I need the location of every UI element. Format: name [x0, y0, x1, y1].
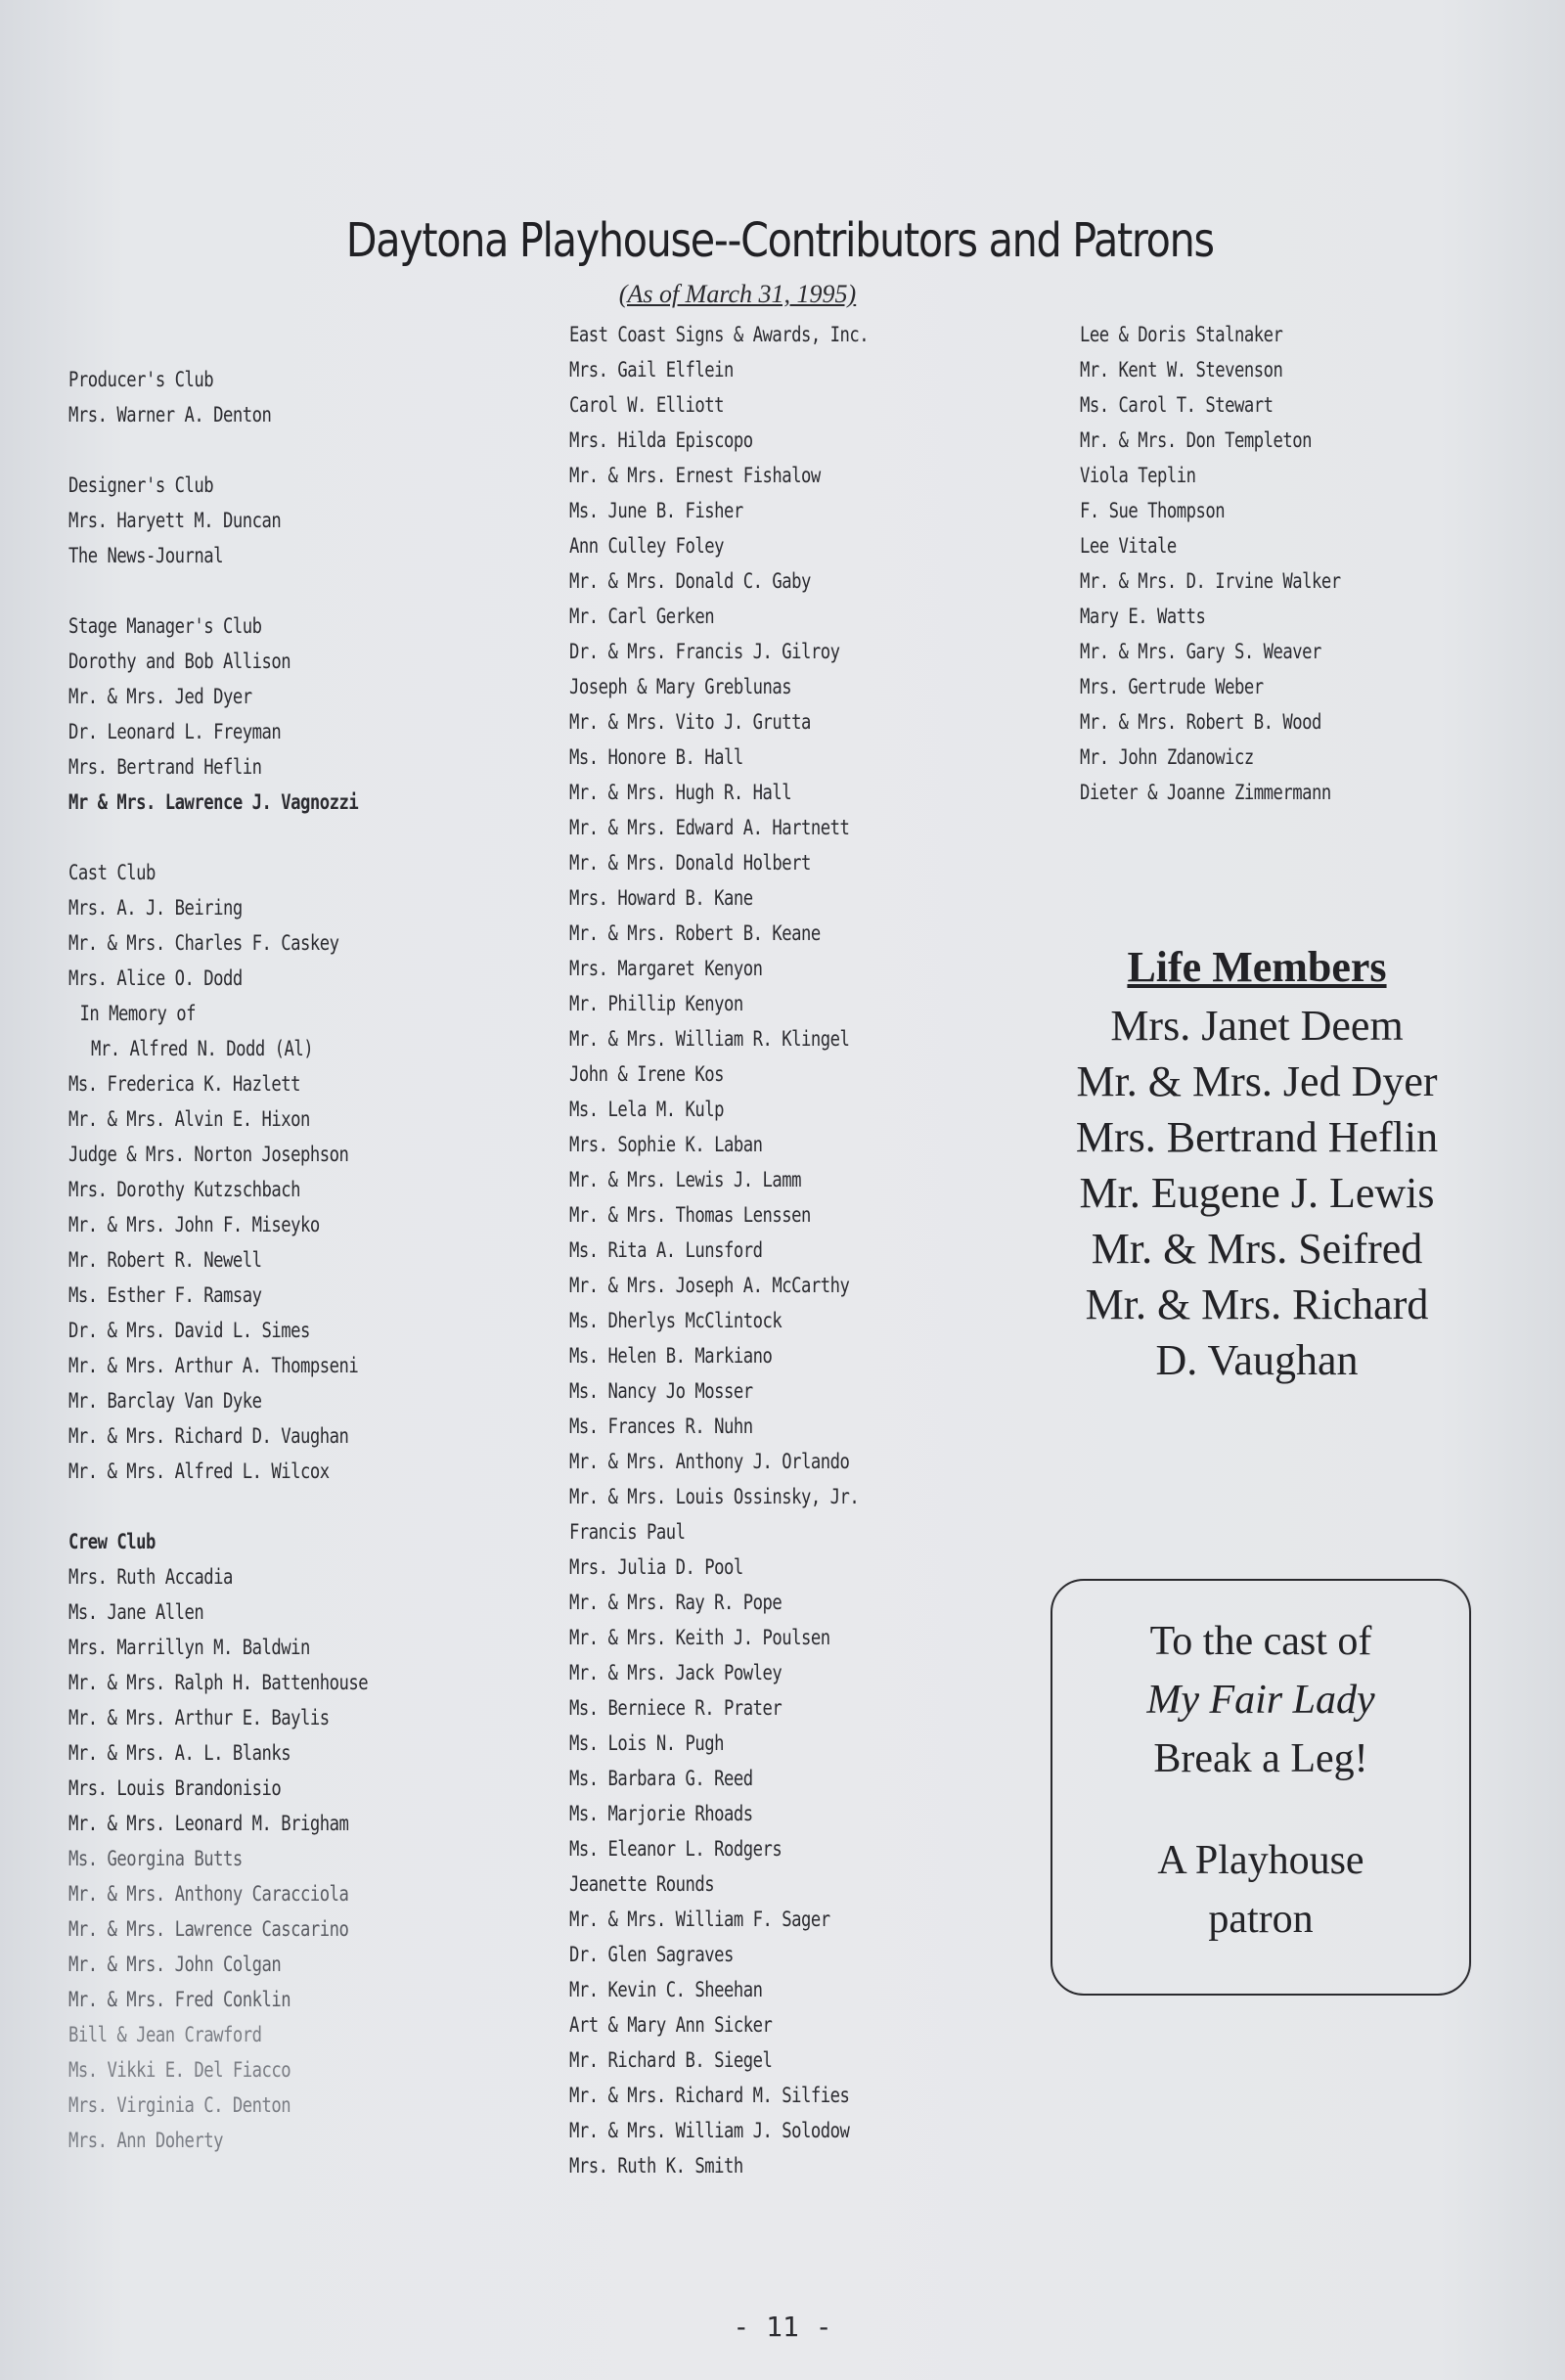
life-member-name: D. Vaughan — [1155, 1336, 1359, 1384]
page-subtitle-date: (As of March 31, 1995) — [618, 280, 857, 308]
club-heading: Producer's Club — [68, 368, 214, 391]
list-item: Mr. & Mrs. Hugh R. Hall — [569, 781, 792, 804]
life-member-name: Mr. & Mrs. Richard — [1085, 1280, 1429, 1328]
list-item: Mr. John Zdanowicz — [1080, 745, 1254, 769]
list-item: Mr. & Mrs. Anthony J. Orlando — [569, 1450, 850, 1473]
list-item: Mr. & Mrs. William R. Klingel — [569, 1027, 850, 1051]
list-item: Ms. Georgina Butts — [68, 1847, 243, 1870]
list-item: Mr. & Mrs. Robert B. Keane — [569, 921, 821, 945]
message-line-5: patron — [1208, 1897, 1314, 1942]
list-item: Ms. June B. Fisher — [569, 499, 743, 522]
life-members-list — [1047, 998, 1467, 1388]
spacer — [68, 1489, 368, 1524]
list-item: Mr. & Mrs. Lawrence Cascarino — [68, 1917, 349, 1941]
list-item: Mr. Robert R. Newell — [68, 1248, 262, 1272]
list-item: Mr. & Mrs. Don Templeton — [1080, 428, 1313, 452]
list-item: Dieter & Joanne Zimmermann — [1080, 781, 1331, 804]
list-item: John & Irene Kos — [569, 1062, 725, 1086]
list-item: Mrs. Margaret Kenyon — [569, 957, 763, 980]
page-number: - 11 - — [733, 2311, 832, 2343]
list-item: Mr. & Mrs. Lewis J. Lamm — [569, 1168, 802, 1191]
list-item: Art & Mary Ann Sicker — [569, 2013, 773, 2037]
list-item: Mr. Richard B. Siegel — [569, 2048, 773, 2072]
list-item: Mr. & Mrs. Alvin E. Hixon — [68, 1107, 310, 1131]
list-item: Bill & Jean Crawford — [68, 2023, 262, 2046]
list-item: Ms. Jane Allen — [68, 1600, 204, 1624]
life-member-name: Mrs. Janet Deem — [1110, 1002, 1404, 1050]
list-item: Mr. & Mrs. Keith J. Poulsen — [569, 1626, 830, 1649]
life-members-section — [1047, 937, 1467, 1388]
spacer — [68, 820, 368, 855]
list-item: Mr. & Mrs. Anthony Caracciola — [68, 1882, 349, 1906]
list-item: Dr. & Mrs. Francis J. Gilroy — [569, 640, 840, 663]
list-item: Mary E. Watts — [1080, 605, 1206, 628]
list-item: Mr. & Mrs. Fred Conklin — [68, 1988, 291, 2011]
list-item: Mr & Mrs. Lawrence J. Vagnozzi — [68, 790, 359, 814]
list-item: Ms. Honore B. Hall — [569, 745, 743, 769]
list-item: Mrs. Haryett M. Duncan — [68, 509, 282, 532]
list-item: Mrs. Ann Doherty — [68, 2129, 224, 2152]
list-item: Mr. & Mrs. Charles F. Caskey — [68, 931, 339, 955]
club-heading: Stage Manager's Club — [68, 614, 262, 638]
list-item: Mr. & Mrs. Ernest Fishalow — [569, 464, 821, 487]
message-line-1: To the cast of — [1149, 1619, 1372, 1664]
list-item: Mrs. Louis Brandonisio — [68, 1776, 282, 1800]
list-item: Mr. & Mrs. Richard M. Silfies — [569, 2084, 850, 2107]
list-item: Mrs. Marrillyn M. Baldwin — [68, 1636, 310, 1659]
message-show-title: My Fair Lady — [1146, 1678, 1375, 1723]
list-item: Ann Culley Foley — [569, 534, 725, 558]
list-item: Mr. & Mrs. Vito J. Grutta — [569, 710, 811, 734]
list-item: Mrs. Alice O. Dodd — [68, 966, 243, 990]
list-item: Ms. Berniece R. Prater — [569, 1696, 782, 1720]
life-members-heading: Life Members — [1127, 943, 1387, 991]
list-item: Mr. Alfred N. Dodd (Al) — [90, 1037, 314, 1060]
contributors-column-1 — [68, 362, 433, 2158]
list-item: Mr. & Mrs. Louis Ossinsky, Jr. — [569, 1485, 860, 1508]
list-item: Dr. Leonard L. Freyman — [68, 720, 282, 743]
list-item: Mrs. A. J. Beiring — [68, 896, 243, 920]
list-item: Ms. Nancy Jo Mosser — [569, 1379, 753, 1403]
list-item: Ms. Eleanor L. Rodgers — [569, 1837, 782, 1861]
life-member-name: Mr. & Mrs. Seifred — [1091, 1225, 1423, 1273]
list-item: Mr. & Mrs. Richard D. Vaughan — [68, 1424, 349, 1448]
list-item: Ms. Helen B. Markiano — [569, 1344, 773, 1368]
list-item: Mr. & Mrs. D. Irvine Walker — [1080, 569, 1341, 593]
list-item: East Coast Signs & Awards, Inc. — [569, 323, 870, 346]
list-item: Mr. & Mrs. John Colgan — [68, 1953, 282, 1976]
page-title: Daytona Playhouse--Contributors and Patrons — [345, 213, 1214, 268]
list-item: Mr. Phillip Kenyon — [569, 992, 743, 1015]
list-item: Mr. Kevin C. Sheehan — [569, 1978, 763, 2001]
list-item: Ms. Lela M. Kulp — [569, 1098, 725, 1121]
life-member-name: Mr. Eugene J. Lewis — [1079, 1169, 1435, 1217]
list-item: Mrs. Ruth K. Smith — [569, 2154, 743, 2178]
list-item: Mrs. Gail Elflein — [569, 358, 734, 382]
list-item: Judge & Mrs. Norton Josephson — [68, 1143, 349, 1166]
list-item: Ms. Frances R. Nuhn — [569, 1415, 753, 1438]
list-item: Mrs. Virginia C. Denton — [68, 2093, 291, 2117]
list-item: Mr. & Mrs. William F. Sager — [569, 1908, 830, 1931]
message-line-4: A Playhouse — [1157, 1838, 1364, 1883]
contributors-column-3 — [1080, 317, 1398, 810]
list-item: Mr. & Mrs. Edward A. Hartnett — [569, 816, 850, 839]
list-item: Mr. & Mrs. Ralph H. Battenhouse — [68, 1671, 369, 1694]
list-item: Mr. & Mrs. Jack Powley — [569, 1661, 782, 1684]
club-heading: Cast Club — [68, 861, 156, 884]
list-item: Mr. & Mrs. Joseph A. McCarthy — [569, 1274, 850, 1297]
list-item: Ms. Rita A. Lunsford — [569, 1238, 763, 1262]
list-item: Ms. Marjorie Rhoads — [569, 1802, 753, 1825]
list-item: Lee Vitale — [1080, 534, 1177, 558]
list-item: Mr. & Mrs. Ray R. Pope — [569, 1591, 782, 1614]
list-item: Mr. Carl Gerken — [569, 605, 715, 628]
list-item: Ms. Dherlys McClintock — [569, 1309, 782, 1332]
list-item: The News-Journal — [68, 544, 224, 567]
club-heading: Crew Club — [68, 1530, 156, 1553]
list-item: Dr. & Mrs. David L. Simes — [68, 1319, 310, 1342]
list-item: Lee & Doris Stalnaker — [1080, 323, 1283, 346]
message-line-3: Break a Leg! — [1153, 1736, 1368, 1781]
list-item: Carol W. Elliott — [569, 393, 725, 417]
list-item: F. Sue Thompson — [1080, 499, 1226, 522]
list-item: Mr. & Mrs. Arthur A. Thompseni — [68, 1354, 359, 1377]
list-item: Mr. & Mrs. A. L. Blanks — [68, 1741, 291, 1765]
list-item: Viola Teplin — [1080, 464, 1196, 487]
contributors-column-2 — [569, 317, 934, 2183]
list-item: Mrs. Dorothy Kutzschbach — [68, 1178, 301, 1201]
list-item: Dr. Glen Sagraves — [569, 1943, 734, 1966]
list-item: Francis Paul — [569, 1520, 686, 1544]
list-item: Mrs. Hilda Episcopo — [569, 428, 753, 452]
list-item: Dorothy and Bob Allison — [68, 650, 291, 673]
list-item: Ms. Frederica K. Hazlett — [68, 1072, 301, 1096]
patron-message-box — [1051, 1579, 1471, 1996]
spacer — [68, 573, 368, 608]
list-item: Mrs. Gertrude Weber — [1080, 675, 1264, 698]
list-item: In Memory of — [79, 1002, 196, 1025]
list-item: Mr. & Mrs. John F. Miseyko — [68, 1213, 320, 1236]
list-item: Ms. Barbara G. Reed — [569, 1767, 753, 1790]
list-item: Mrs. Julia D. Pool — [569, 1555, 743, 1579]
list-item: Mr. & Mrs. Alfred L. Wilcox — [68, 1459, 330, 1483]
list-item: Mr. & Mrs. Donald Holbert — [569, 851, 811, 875]
list-item: Joseph & Mary Greblunas — [569, 675, 792, 698]
list-item: Ms. Esther F. Ramsay — [68, 1283, 262, 1307]
list-item: Mrs. Howard B. Kane — [569, 886, 753, 910]
life-member-name: Mr. & Mrs. Jed Dyer — [1076, 1057, 1438, 1105]
list-item: Mrs. Warner A. Denton — [68, 403, 272, 427]
list-item: Mrs. Sophie K. Laban — [569, 1133, 763, 1156]
list-item: Ms. Lois N. Pugh — [569, 1731, 725, 1755]
list-item: Mr. & Mrs. William J. Solodow — [569, 2119, 850, 2142]
list-item: Ms. Carol T. Stewart — [1080, 393, 1274, 417]
list-item: Mrs. Ruth Accadia — [68, 1565, 233, 1589]
list-item: Mr. & Mrs. Jed Dyer — [68, 685, 252, 708]
spacer — [68, 432, 368, 468]
list-item: Mr. Kent W. Stevenson — [1080, 358, 1283, 382]
list-item: Mr. Barclay Van Dyke — [68, 1389, 262, 1413]
life-member-name: Mrs. Bertrand Heflin — [1075, 1113, 1439, 1161]
list-item: Ms. Vikki E. Del Fiacco — [68, 2058, 291, 2082]
list-item: Mr. & Mrs. Gary S. Weaver — [1080, 640, 1321, 663]
club-heading: Designer's Club — [68, 473, 214, 497]
list-item: Mrs. Bertrand Heflin — [68, 755, 262, 779]
list-item: Mr. & Mrs. Thomas Lenssen — [569, 1203, 811, 1227]
list-item: Mr. & Mrs. Arthur E. Baylis — [68, 1706, 330, 1729]
list-item: Jeanette Rounds — [569, 1872, 715, 1896]
list-item: Mr. & Mrs. Donald C. Gaby — [569, 569, 811, 593]
list-item: Mr. & Mrs. Leonard M. Brigham — [68, 1812, 349, 1835]
list-item: Mr. & Mrs. Robert B. Wood — [1080, 710, 1321, 734]
